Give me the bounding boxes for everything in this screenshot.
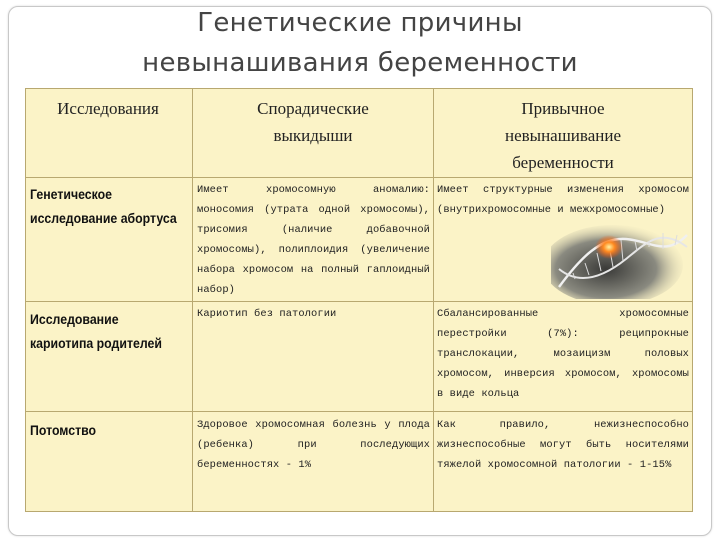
row-divider [26, 301, 692, 302]
header-habitual-line-3: беременности [512, 153, 614, 172]
cell-karyotype-habitual: Сбалансированные хромосомные перестройки (7%): реципрокные транслокации, мозаицизм половых хромосом, инверсия хромосом, хромосомы в виде кольца [437, 308, 689, 400]
header-habitual-line-2: невынашивание [504, 126, 621, 145]
row-label-line-1: Исследование [30, 311, 119, 327]
header-sporadic-line-2: выкидыши [273, 126, 353, 145]
cell-karyotype-sporadic: Кариотип без патологии [197, 308, 337, 320]
cell-abortus-sporadic: Имеет хромосомную аномалию: моносомия (утрата одной хромосомы), трисомия (наличие добавочной хромосомы), полиплоидия (увеличение набора хромосом на полный гаплоидный набор) [197, 184, 430, 296]
column-divider [433, 89, 434, 511]
row-divider [26, 411, 692, 412]
cell-abortus-habitual: Имеет структурные изменения хромосом (внутрихромосомные и межхромосомные) [437, 184, 689, 216]
dna-helix-icon [551, 217, 689, 299]
header-habitual [435, 95, 691, 176]
header-research [30, 95, 186, 122]
row-label-line-1: Генетическое [30, 186, 113, 202]
dna-helix-image [551, 217, 689, 299]
cell-offspring-sporadic: Здоровое хромосомная болезнь у плода (ребенка) при последующих беременностях - 1% [197, 419, 430, 471]
header-sporadic-line-1: Спорадические [257, 99, 369, 118]
header-research-label: Исследования [57, 99, 159, 118]
row-label-offspring [30, 418, 190, 442]
title-line-1: Генетические причины [197, 8, 523, 38]
column-divider [192, 89, 193, 511]
comparison-table [25, 88, 693, 512]
row-divider [26, 177, 692, 178]
row-label-line-2: исследование абортуса [30, 210, 177, 226]
cell-offspring-habitual: Как правило, нежизнеспособно жизнеспособные могут быть носителями тяжелой хромосомной патологии - 1-15% [437, 419, 689, 471]
row-label-abortus [30, 182, 190, 230]
row-label-line-2: кариотипа родителей [30, 335, 162, 351]
row-label-karyotype [30, 307, 190, 355]
row-label-line-1: Потомство [30, 422, 97, 438]
header-sporadic [194, 95, 432, 149]
header-habitual-line-1: Привычное [521, 99, 605, 118]
title-line-2: невынашивания беременности [142, 48, 578, 78]
